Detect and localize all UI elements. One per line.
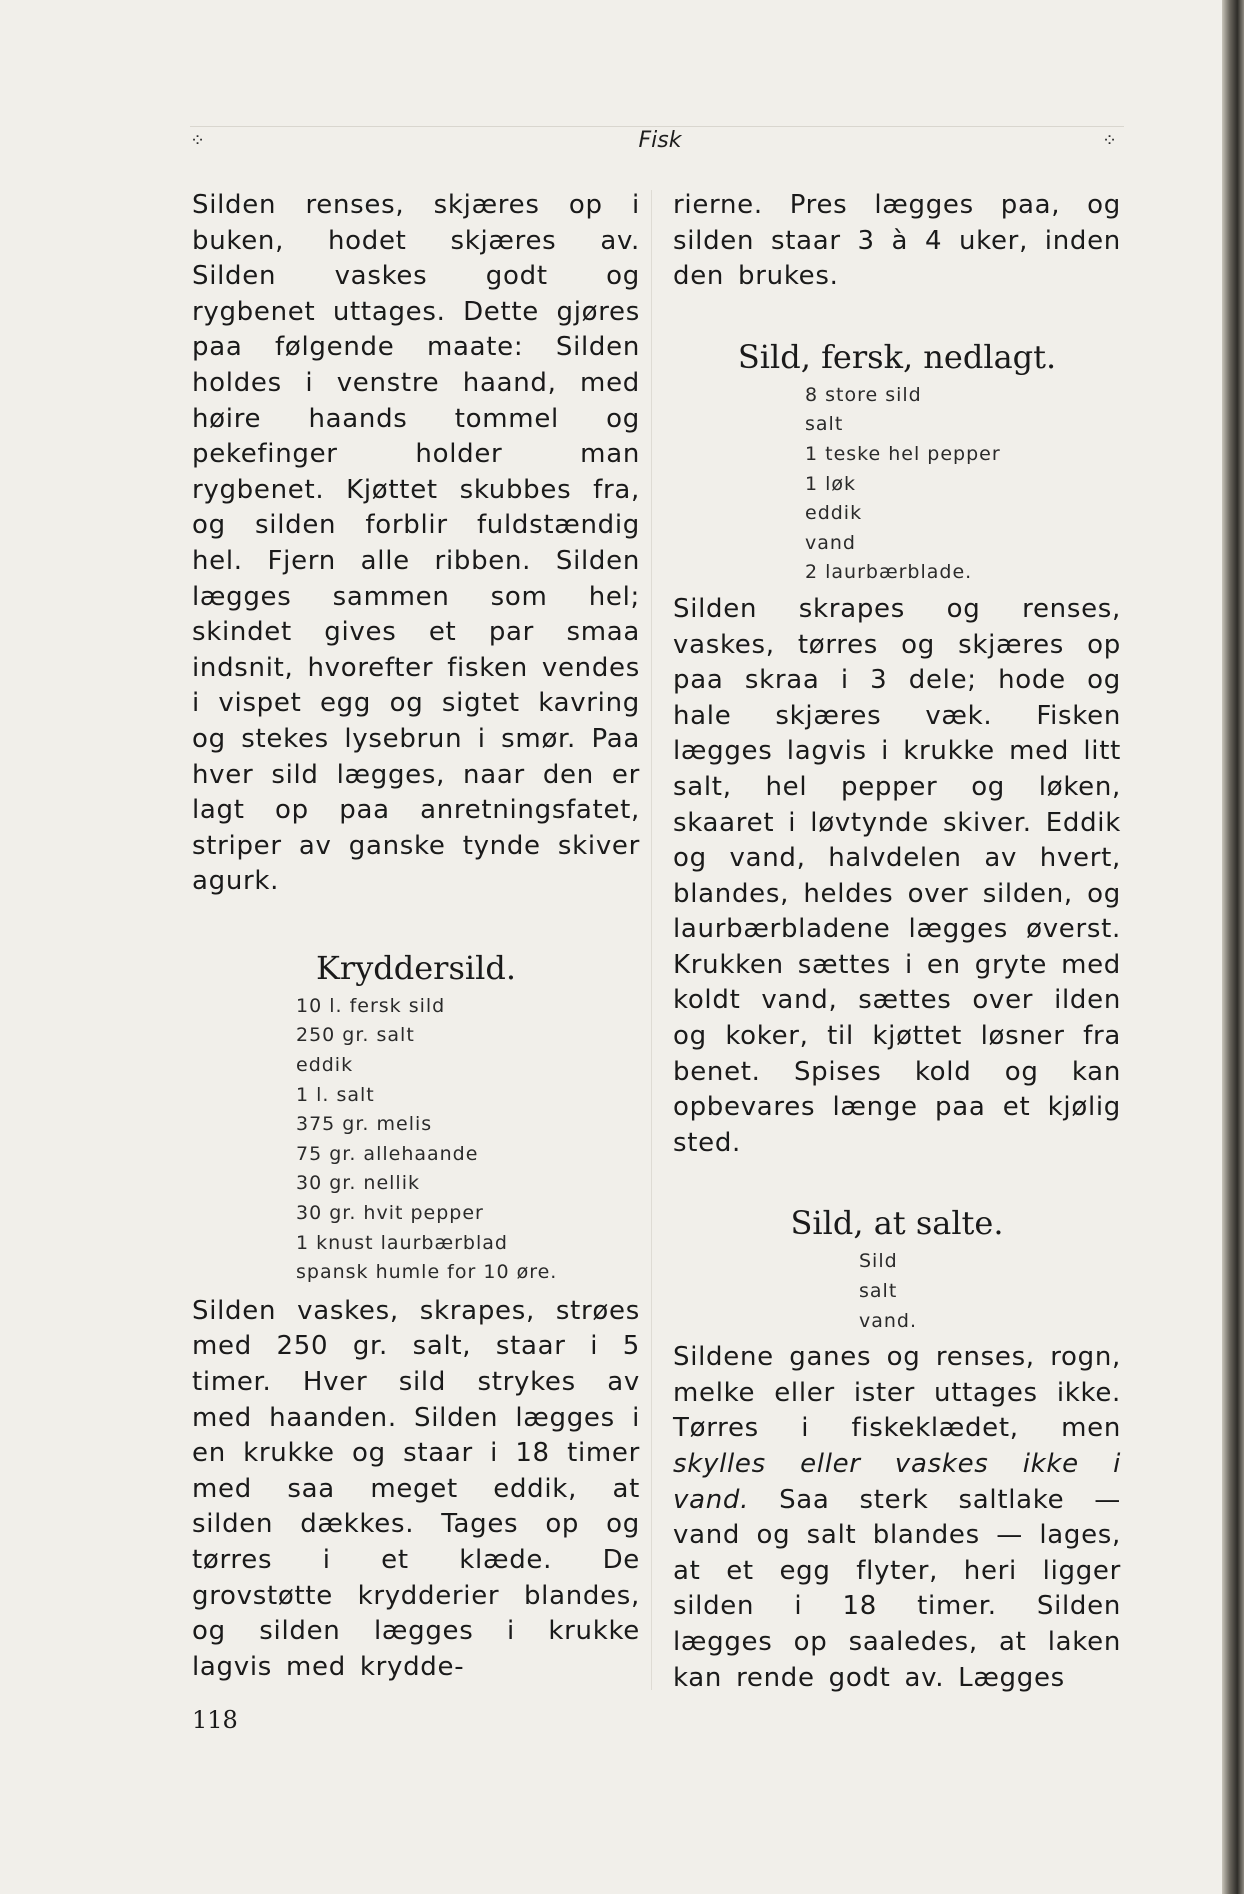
ingredient: 30 gr. hvit pepper [296, 1202, 484, 1225]
ingredient: salt [805, 413, 844, 436]
ingredient: 30 gr. nellik [296, 1172, 420, 1195]
ingredient: 250 gr. salt [296, 1024, 415, 1047]
sild-fersk-title: Sild, fersk, nedlagt. [737, 337, 1057, 376]
ingredient: 375 gr. melis [296, 1113, 433, 1136]
right-column [673, 188, 1121, 1696]
ornament-left: ⁘ [190, 130, 206, 151]
ingredient: Sild [859, 1250, 898, 1273]
ingredient: vand. [859, 1309, 918, 1332]
left-column [192, 188, 640, 1685]
column-divider [651, 190, 652, 1690]
ingredient: 2 laurbærblade. [805, 561, 973, 584]
page-number: 118 [192, 1706, 238, 1734]
ingredient: eddik [805, 502, 863, 525]
ingredient: eddik [296, 1054, 354, 1077]
method-text-start: Sildene ganes og renses, rogn, melke eller ister uttages ikke. Tørres i fiskeklædet, men [673, 1342, 1121, 1444]
sild-salte-title: Sild, at salte. [790, 1204, 1004, 1243]
ingredient: 1 løk [805, 472, 857, 495]
intro-paragraph: Silden renses, skjæres op i buken, hodet skjæres av. Silden vaskes godt og rygbenet uttages. Dette gjøres paa følgende maate: Silden holdes i venstre haand, med høire haands tommel og pekefinger holder man rygbenet. Kjøttet skubbes fra, og silden forblir fuldstændig hel. Fjern alle ribben. Silden lægges sammen som hel; skindet gives et par smaa indsnit, hvorefter fisken vendes i vispet egg og sigtet kavring og stekes lysebrun i smør. Paa hver sild lægges, naar den er lagt op paa anretningsfatet, striper av ganske tynde skiver agurk. [192, 190, 641, 897]
ornament-right: ⁘ [1102, 130, 1118, 151]
sild-fersk-method: Silden skrapes og renses, vaskes, tørres og skjæres op paa skraa i 3 dele; hode og hale skjæres væk. Fisken lægges lagvis i krukke med litt salt, hel pepper og løken, skaaret i løvtynde skiver. Eddik og vand, halvdelen av hvert, blandes, heldes over silden, og laurbærbladene lægges øverst. Krukken sættes i en gryte med koldt vand, sættes over ilden og koker, til kjøttet løsner fra benet. Spises kold og kan opbevares længe paa et kjølig sted. [673, 593, 1121, 1158]
ingredient: 1 teske hel pepper [805, 442, 1001, 465]
kryddersild-method: Silden vaskes, skrapes, strøes med 250 gr. salt, staar i 5 timer. Hver sild strykes av med haanden. Silden lægges i en krukke og staar i 18 timer med saa meget eddik, at silden dækkes. Tages op og tørres i et klæde. De grovstøtte krydderier blandes, og silden lægges i krukke lagvis med krydde- [192, 1295, 640, 1682]
kryddersild-ingredients [296, 992, 640, 1288]
running-head: Fisk [638, 128, 682, 153]
ingredient: vand [805, 531, 856, 554]
book-spine-shadow [1222, 0, 1244, 1894]
ingredient: salt [859, 1280, 898, 1303]
continuation-paragraph: rierne. Pres lægges paa, og silden staar 3 à 4 uker, inden den brukes. [673, 190, 1121, 292]
ingredient: 1 l. salt [296, 1083, 375, 1106]
method-text-end: Saa sterk saltlake — vand og salt blandes — lages, at et egg flyter, heri ligger silden i 18 timer. Silden lægges op saaledes, at laken kan rende godt av. Lægges [673, 1484, 1121, 1693]
ingredient: 8 store sild [805, 383, 922, 406]
header-rule [190, 126, 1124, 127]
kryddersild-title: Kryddersild. [315, 948, 517, 987]
sild-salte-ingredients [859, 1247, 1121, 1336]
ingredient: 10 l. fersk sild [296, 994, 446, 1017]
ingredient: spansk humle for 10 øre. [296, 1261, 558, 1284]
ingredient: 1 knust laurbærblad [296, 1231, 508, 1254]
sild-salte-method [673, 1340, 1121, 1696]
ingredient: 75 gr. allehaande [296, 1142, 479, 1165]
sild-fersk-ingredients [805, 381, 1121, 588]
method-text-italic: skylles eller vaskes ikke i vand. [673, 1449, 1121, 1515]
